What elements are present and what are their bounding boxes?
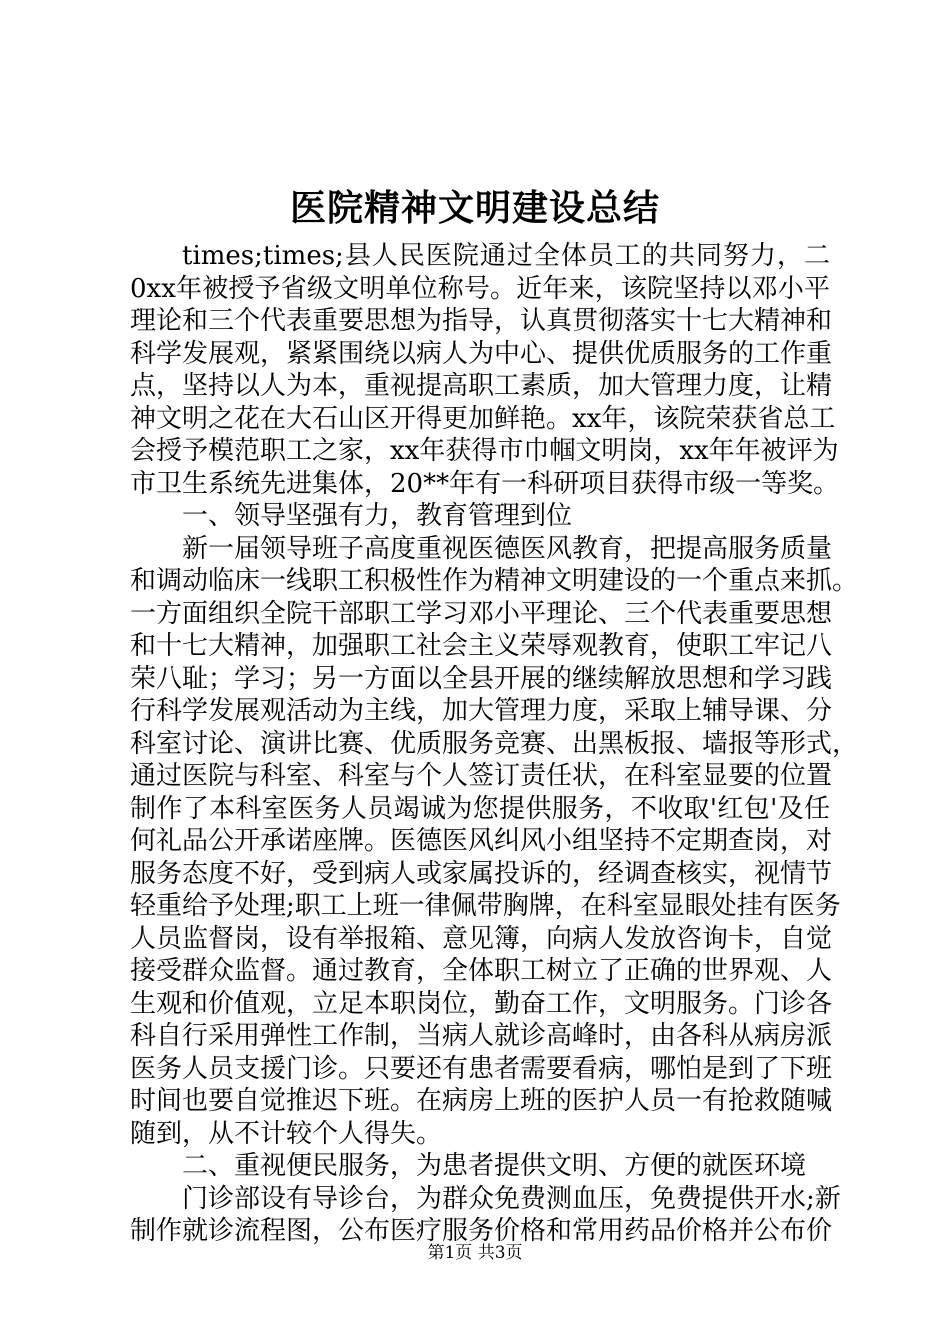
paragraph-line: 行科学发展观活动为主线，加大管理力度，采取上辅导课、分 bbox=[130, 696, 833, 726]
paragraph-line: 会授予模范职工之家，xx年获得市巾帼文明岗，xx年年被评为 bbox=[130, 436, 839, 466]
paragraph-line: 轻重给予处理;职工上班一律佩带胸牌，在科室显眼处挂有医务 bbox=[130, 891, 841, 921]
paragraph-line: 服务态度不好，受到病人或家属投诉的，经调查核实，视情节 bbox=[130, 858, 833, 889]
paragraph-line: 荣八耻；学习；另一方面以全县开展的继续解放思想和学习践 bbox=[130, 663, 833, 694]
paragraph-line: 制作就诊流程图，公布医疗服务价格和常用药品价格并公布价 bbox=[130, 1216, 833, 1246]
paragraph-line: 门诊部设有导诊台，为群众免费测血压，免费提供开水;新 bbox=[182, 1183, 841, 1214]
paragraph-line: 通过医院与科室、科室与个人签订责任状，在科室显要的位置 bbox=[130, 761, 833, 791]
paragraph-line: 和十七大精神，加强职工社会主义荣辱观教育，使职工牢记八 bbox=[130, 631, 833, 661]
paragraph-line: 何礼品公开承诺座牌。医德医风纠风小组坚持不定期查岗，对 bbox=[130, 826, 833, 856]
paragraph-line: 科学发展观，紧紧围绕以病人为中心、提供优质服务的工作重 bbox=[130, 338, 833, 369]
paragraph-line: 神文明之花在大石山区开得更加鲜艳。xx年，该院荣获省总工 bbox=[130, 403, 836, 434]
section-heading: 一、领导坚强有力，教育管理到位 bbox=[182, 501, 573, 531]
page-footer: 第1页 共3页 bbox=[427, 1243, 523, 1263]
document-title: 医院精神文明建设总结 bbox=[289, 187, 660, 229]
paragraph-line: 科室讨论、演讲比赛、优质服务竞赛、出黑板报、墙报等形式， bbox=[130, 728, 859, 759]
paragraph-line: 时间也要自觉推迟下班。在病房上班的医护人员一有抢救随喊 bbox=[130, 1086, 833, 1116]
paragraph-line: 接受群众监督。通过教育，全体职工树立了正确的世界观、人 bbox=[130, 956, 833, 986]
paragraph-line: 随到，从不计较个人得失。 bbox=[130, 1118, 443, 1149]
paragraph-line: 医务人员支援门诊。只要还有患者需要看病，哪怕是到了下班 bbox=[130, 1053, 833, 1084]
paragraph-line: times;times;县人民医院通过全体员工的共同努力，二 bbox=[182, 241, 830, 271]
paragraph-line: 新一届领导班子高度重视医德医风教育，把提高服务质量 bbox=[182, 533, 833, 564]
paragraph-line: 科自行采用弹性工作制，当病人就诊高峰时，由各科从病房派 bbox=[130, 1021, 833, 1051]
paragraph-line: 点，坚持以人为本，重视提高职工素质，加大管理力度，让精 bbox=[130, 371, 833, 401]
paragraph-line: 0xx年被授予省级文明单位称号。近年来，该院坚持以邓小平 bbox=[130, 273, 830, 304]
paragraph-line: 市卫生系统先进集体，20**年有一科研项目获得市级一等奖。 bbox=[130, 468, 840, 499]
paragraph-line: 制作了本科室医务人员竭诚为您提供服务，不收取'红包'及任 bbox=[130, 793, 830, 824]
paragraph-line: 理论和三个代表重要思想为指导，认真贯彻落实十七大精神和 bbox=[130, 306, 833, 336]
paragraph-line: 生观和价值观，立足本职岗位，勤奋工作，文明服务。门诊各 bbox=[130, 988, 833, 1019]
document-body bbox=[130, 240, 859, 1248]
paragraph-line: 和调动临床一线职工积极性作为精神文明建设的一个重点来抓。 bbox=[130, 566, 859, 596]
paragraph-line: 人员监督岗，设有举报箱、意见簿，向病人发放咨询卡，自觉 bbox=[130, 923, 833, 954]
section-heading: 二、重视便民服务，为患者提供文明、方便的就医环境 bbox=[182, 1151, 807, 1181]
paragraph-line: 一方面组织全院干部职工学习邓小平理论、三个代表重要思想 bbox=[130, 598, 833, 629]
